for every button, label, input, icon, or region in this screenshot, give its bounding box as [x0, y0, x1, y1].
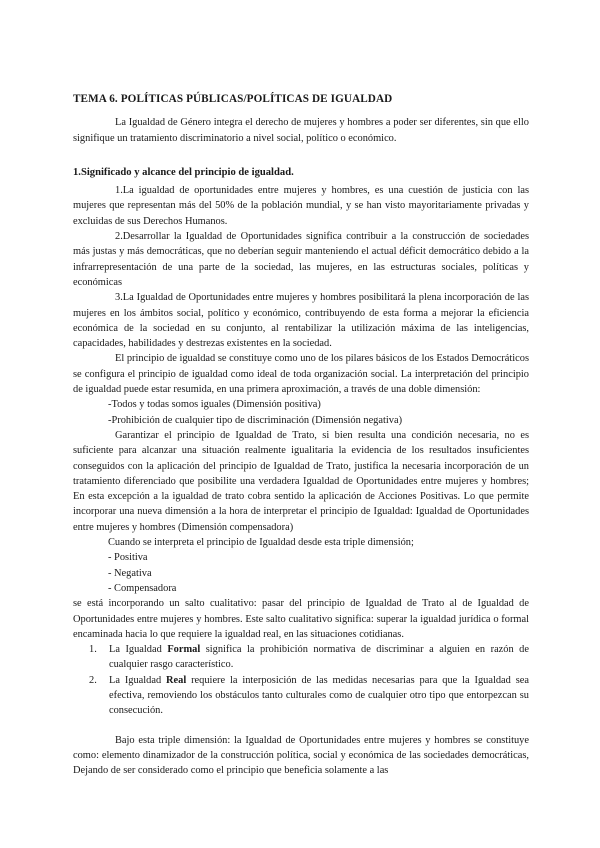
list-item-text: significa la prohibición normativa de discriminar a alguien en razón de cualquier rasgo característico. — [109, 644, 529, 671]
equality-types-list — [73, 642, 529, 718]
intro-paragraph: La Igualdad de Género integra el derecho de mujeres y hombres a poder ser diferentes, sin que ello signifique un tratamiento discriminatorio a nivel social, político o económico. — [73, 117, 529, 144]
list-item-text: requiere la interposición de las medidas necesarias para que la Igualdad sea efectiva, removiendo los obstáculos tanto culturales como de cualquier otro tipo que entorpezcan su consecución. — [109, 674, 529, 717]
paragraph-point-3: 3.La Igualdad de Oportunidades entre mujeres y hombres posibilitará la plena incorporación de las mujeres en los ámbitos social, político y económico, contribuyendo de esta forma a mejorar la eficiencia económica de la sociedad en su conjunto, al rentabilizar la utilización máxima de las inteligencias, capacidades, habilidades y destrezas existentes en la sociedad. — [73, 292, 529, 350]
list-item-term: Formal — [167, 644, 201, 656]
paragraph-qualitative-leap: se está incorporando un salto cualitativo: pasar del principio de Igualdad de Trato al de Igualdad de Oportunidades entre mujeres y hombres. Este salto cualitativo significa: superar la igualdad jurídica o formal encaminada hacia lo que requiere la igualdad real, en las situaciones cotidianas. — [73, 598, 529, 640]
dimension-option-negative: - Negativa — [108, 567, 152, 579]
paragraph-equal-treatment: Garantizar el principio de Igualdad de Trato, si bien resulta una condición necesaria, no es suficiente para alcanzar una situación realmente igualitaria la evidencia de los resultados insuficientes conseguidos con la aplicación del principio de Igualdad de Trato, justifica la necesaria incorporación de un tratamiento diferenciado que posibilite una verdadera Igualdad de Oportunidades entre mujeres y hombres; En esta excepción a la igualdad de trato cobra sentido la aplicación de Acciones Positivas. Lo que permite incorporar una nueva dimensión a la hora de interpretar el principio de Igualdad: Igualdad de Oportunidades entre mujeres y hombres (Dimensión compensadora) — [73, 429, 529, 533]
list-item-term: Real — [166, 674, 187, 686]
list-item — [73, 673, 529, 719]
list-item — [73, 642, 529, 673]
closing-paragraph: Bajo esta triple dimensión: la Igualdad de Oportunidades entre mujeres y hombres se constituye como: elemento dinamizador de la construcción política, social y económica de las sociedades democráticas, Dejando de ser considerado como el principio que beneficia solamente a las — [73, 734, 529, 777]
list-item-number: 1. — [89, 644, 97, 656]
dimension-positive: -Todos y todas somos iguales (Dimensión positiva) — [108, 399, 321, 411]
paragraph-triple-dimension: Cuando se interpreta el principio de Igualdad desde esta triple dimensión; — [108, 537, 414, 549]
paragraph-principle: El principio de igualdad se constituye como uno de los pilares básicos de los Estados Democráticos se configura el principio de igualdad como ideal de toda organización social. La interpretación del principio de igualdad puede estar resumida, en una primera aproximación, a través de una doble dimensión: — [73, 353, 529, 396]
list-item-prefix: La Igualdad — [109, 644, 168, 656]
section-heading: 1.Significado y alcance del principio de igualdad. — [73, 166, 294, 178]
paragraph-point-2: 2.Desarrollar la Igualdad de Oportunidades significa contribuir a la construcción de sociedades más justas y más democráticas, que no deberían seguir manteniendo el actual déficit democrático debido a la infrarrepresentación de una parte de la sociedad, las mujeres, en las estructuras sociales, políticas y económicas — [73, 231, 529, 288]
dimension-option-compensatory: - Compensadora — [108, 582, 177, 594]
document-title: TEMA 6. POLÍTICAS PÚBLICAS/POLÍTICAS DE IGUALDAD — [73, 93, 393, 105]
list-item-prefix: La Igualdad — [109, 674, 167, 686]
paragraph-point-1: 1.La igualdad de oportunidades entre mujeres y hombres, es una cuestión de justicia con las mujeres que representan más del 50% de la población mundial, y se han visto mayoritariamente privadas y excluidas de sus Derechos Humanos. — [73, 185, 529, 227]
list-item-number: 2. — [89, 674, 97, 686]
dimension-negative: -Prohibición de cualquier tipo de discriminación (Dimensión negativa) — [108, 414, 403, 426]
document-body — [73, 92, 529, 778]
dimension-option-positive: - Positiva — [108, 552, 148, 564]
